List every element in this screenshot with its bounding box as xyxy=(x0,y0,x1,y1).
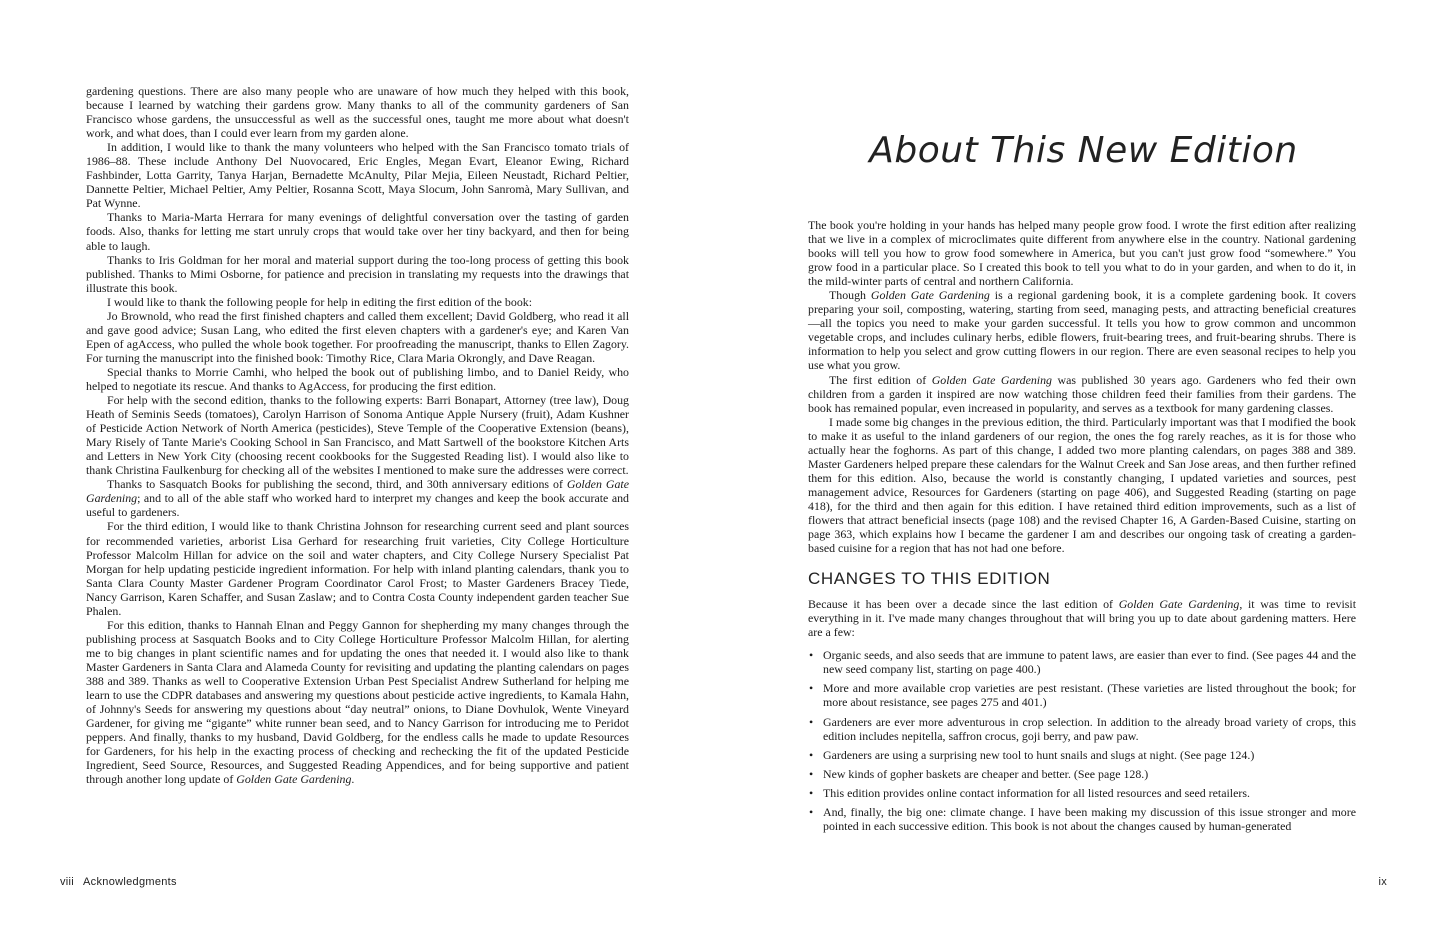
right-folio xyxy=(1378,876,1387,888)
list-item xyxy=(808,748,1356,762)
paragraph: I would like to thank the following people for help in editing the first edition of the book: xyxy=(107,294,533,309)
page-number: ix xyxy=(1378,876,1387,888)
paragraph: gardening questions. There are also many people who are unaware of how much they helped with this book, because I learned by watching their gardens grow. Many thanks to all of the community gardeners of San Francisco whose gardens, the unsuccessful as well as the successful ones, taught me more about what doesn't work, and what does, than I could ever learn from my garden alone. xyxy=(86,84,629,141)
bullet-icon: • xyxy=(809,681,814,696)
paragraph xyxy=(808,597,1356,639)
paragraph: I made some big changes in the previous edition, the third. Particularly important was that I modified the book to make it as useful to the inland gardeners of our region, the ones the fog rarely reaches, as it is for those who actually hear the foghorns. As part of this change, I added two more planting calendars, on pages 388 and 389. Master Gardeners helped prepare these calendars for the Walnut Creek and San Jose areas, and then further refined them for this edition. Also, because the world is constantly changing, I updated varieties and sources, pest management advice, Resources for Gardeners (starting on page 406), and Suggested Reading (starting on page 418), for the third and then again for this edition. I have retained third edition improvements, such as a list of flowers that attract beneficial insects (page 108) and the revised Chapter 16, A Garden-Based Cuisine, starting on page 363, which explains how I became the gardener I am and describes our ongoing task of creating a garden-based cuisine for a region that has not had one before. xyxy=(808,414,1356,556)
list-item-text: More and more available crop varieties are pest resistant. (These varieties are listed throughout the book; for more about resistance, see pages 275 and 401.) xyxy=(823,681,1356,710)
paragraph xyxy=(808,373,1356,415)
text-span: was published 30 years ago. Gardeners who fed their own children from a garden it inspired are now watching those children feed their families from their gardens. The book has remained popular, even increased in popularity, and serves as a textbook for many gardening classes. xyxy=(808,372,1356,415)
book-title: Golden Gate Gardening xyxy=(86,477,629,506)
chapter-title: About This New Edition xyxy=(869,130,1298,171)
text-span: , it was time to revisit everything in it. I've made many changes throughout that will bring you up to date about gardening matters. Here are a few: xyxy=(808,597,1356,640)
bullet-icon: • xyxy=(809,785,814,800)
bullet-icon: • xyxy=(809,714,814,729)
list-item-text: And, finally, the big one: climate change. I have been making my discussion of this issue stronger and more pointed in each successive edition. This book is not about the changes caused by human-generated xyxy=(823,804,1356,833)
running-head: Acknowledgments xyxy=(83,876,177,888)
text-span: Because it has been over a decade since the last edition of xyxy=(808,597,1119,612)
about-text xyxy=(808,218,1356,838)
text-span: ; and to all of the able staff who worked hard to interpret my changes and keep the book accurate and useful to gardeners. xyxy=(86,491,629,520)
text-span: . xyxy=(351,772,355,787)
book-title: Golden Gate Gardening xyxy=(870,288,990,303)
paragraph xyxy=(86,618,629,787)
list-item xyxy=(808,767,1356,781)
paragraph xyxy=(86,477,629,519)
list-item-text: This edition provides online contact information for all listed resources and seed retailers. xyxy=(823,785,1250,800)
paragraph: Thanks to Maria-Marta Herrara for many evenings of delightful conversation over the tasting of garden foods. Also, thanks for letting me start unruly crops that would take over her tiny backyard, and then for being able to laugh. xyxy=(86,210,629,253)
bullet-icon: • xyxy=(809,648,814,663)
list-item xyxy=(808,786,1356,800)
text-span: Thanks to Sasquatch Books for publishing the second, third, and 30th anniversary editions of xyxy=(107,477,567,492)
text-span: The first edition of xyxy=(829,372,932,387)
bullet-icon: • xyxy=(809,766,814,781)
acknowledgments-text xyxy=(86,84,629,786)
list-item xyxy=(808,648,1356,676)
bullet-icon: • xyxy=(809,804,814,819)
book-title: Golden Gate Gardening xyxy=(1118,597,1240,612)
changes-list xyxy=(808,648,1356,833)
paragraph: Special thanks to Morrie Camhi, who helped the book out of publishing limbo, and to Daniel Reidy, who helped to negotiate its rescue. And thanks to AgAccess, for producing the first edition. xyxy=(86,364,629,393)
page-number: viii xyxy=(60,876,75,888)
paragraph: In addition, I would like to thank the many volunteers who helped with the San Francisco tomato trials of 1986–88. These include Anthony Del Nuovocared, Eric Engles, Megan Evart, Eleanor Ewing, Richard Fashbinder, Lotta Garrity, Tanya Harjan, Bernadette McAnulty, Pilar Mejia, Eileen Neustadt, Richard Peltier, Dannette Peltier, Michael Peltier, Amy Peltier, Rosanna Scott, Maya Slocum, John Sanromà, Mary Sullivan, and Pat Wynne. xyxy=(86,140,629,211)
list-item xyxy=(808,715,1356,743)
paragraph: The book you're holding in your hands has helped many people grow food. I wrote the first edition after realizing that we live in a complex of microclimates quite different from anywhere else in the country. National gardening books will tell you how to grow food somewhere in America, but you can't just grow food “somewhere.” You grow food in a particular place. So I created this book to tell you what to do in your garden, and when to do it, in the mild-winter parts of central and northern California. xyxy=(808,218,1356,289)
list-item xyxy=(808,681,1356,709)
list-item-text: Gardeners are ever more adventurous in crop selection. In addition to the already broad variety of crops, this edition includes nepitella, saffron crocus, goji berry, and paw paw. xyxy=(823,714,1356,743)
text-span: Though xyxy=(829,288,871,303)
bullet-icon: • xyxy=(809,747,814,762)
left-page xyxy=(0,0,722,938)
text-span: is a regional gardening book, it is a complete gardening book. It covers preparing your soil, composting, watering, starting from seed, managing pests, and attracting beneficial creatures—all the topics you need to make your garden successful. It tells you how to grow common and uncommon vegetable crops, and includes culinary herbs, edible flowers, fruit-bearing trees, and fruit-bearing shrubs. There is information to help you select and grow cutting flowers in our region. There are even seasonal recipes to help you use what you grow. xyxy=(808,288,1356,373)
paragraph: Thanks to Iris Goldman for her moral and material support during the too-long process of getting this book published. Thanks to Mimi Osborne, for patience and precision in translating my requests into the drawings that illustrate this book. xyxy=(86,252,629,295)
book-title: Golden Gate Gardening xyxy=(236,772,352,787)
left-folio xyxy=(60,876,177,888)
paragraph xyxy=(808,288,1356,372)
section-heading: CHANGES TO THIS EDITION xyxy=(808,569,1051,589)
book-title: Golden Gate Gardening xyxy=(931,372,1052,387)
paragraph: Jo Brownold, who read the first finished chapters and called them excellent; David Goldberg, who read it all and gave good advice; Susan Lang, who edited the first eleven chapters with a gardener's eye; and Karen Van Epen of agAccess, who pulled the whole book together. For proofreading the manuscript, thanks to Ellen Zagory. For turning the manuscript into the finished book: Timothy Rice, Clara Maria Okrongly, and Dave Reagan. xyxy=(86,308,629,365)
list-item xyxy=(808,805,1356,833)
paragraph: For help with the second edition, thanks to the following experts: Barri Bonapart, Attorney (tree law), Doug Heath of Seminis Seeds (tomatoes), Carolyn Harrison of Sonoma Antique Apple Nursery (fruit), Adam Kushner of Pesticide Action Network of North America (pesticides), Steve Temple of the Cooperative Extension (beans), Mary Risely of Tante Marie's Cooking School in San Francisco, and Matt Sartwell of the bookstore Kitchen Arts and Letters in New York City (choosing recent cookbooks for the Suggested Reading list). I would also like to thank Christina Faulkenburg for checking all of the websites I mentioned to make sure the addresses were correct. xyxy=(86,393,629,478)
list-item-text: Gardeners are using a surprising new tool to hunt snails and slugs at night. (See page 124.) xyxy=(823,747,1255,762)
list-item-text: New kinds of gopher baskets are cheaper and better. (See page 128.) xyxy=(823,766,1149,781)
list-item-text: Organic seeds, and also seeds that are immune to patent laws, are easier than ever to find. (See pages 44 and the new seed company list, starting on page 400.) xyxy=(823,648,1356,677)
paragraph: For the third edition, I would like to thank Christina Johnson for researching current seed and plant sources for recommended varieties, arborist Lisa Gerhard for researching fruit varieties, City College Horticulture Professor Malcolm Hillan for advice on the soil and water chapters, and City College Nursery Specialist Pat Morgan for help updating pesticide ingredient information. For help with inland planting calendars, thank you to Santa Clara County Master Gardener Program Coordinator Carol Frost; to Master Gardeners Bracey Tiede, Nancy Garrison, Karen Schaffer, and Susan Zaslaw; and to Contra Costa County independent garden teacher Sue Phalen. xyxy=(86,519,629,618)
right-page xyxy=(722,0,1445,938)
text-span: For this edition, thanks to Hannah Elnan and Peggy Gannon for shepherding my many changes through the publishing process at Sasquatch Books and to City College Horticulture Professor Malcolm Hillan, for alerting me to big changes in plant scientific names and for updating the ones that needed it. I would also like to thank Master Gardeners in Santa Clara and Alameda County for revisiting and updating the planting calendars on pages 388 and 389. Thanks as well to Cooperative Extension Urban Pest Specialist Andrew Sutherland for helping me learn to use the CDPR databases and answering my questions about pesticide active ingredients, to Kamala Hahn, of Johnny's Seeds for answering my questions about “day neutral” onions, to Diane Dovhulok, Wente Vineyard Gardener, for giving me “gigante” white runner bean seed, and to Nancy Garrison for introducing me to Peridot peppers. And finally, thanks to my husband, David Goldberg, for the endless calls he made to update Resources for Gardeners, for his help in the exacting process of checking and rechecking the fit of the updated Pesticide Ingredient, Seed Source, Resources, and Suggested Reading Appendices, and for being supportive and patient through another long update of xyxy=(86,617,629,787)
